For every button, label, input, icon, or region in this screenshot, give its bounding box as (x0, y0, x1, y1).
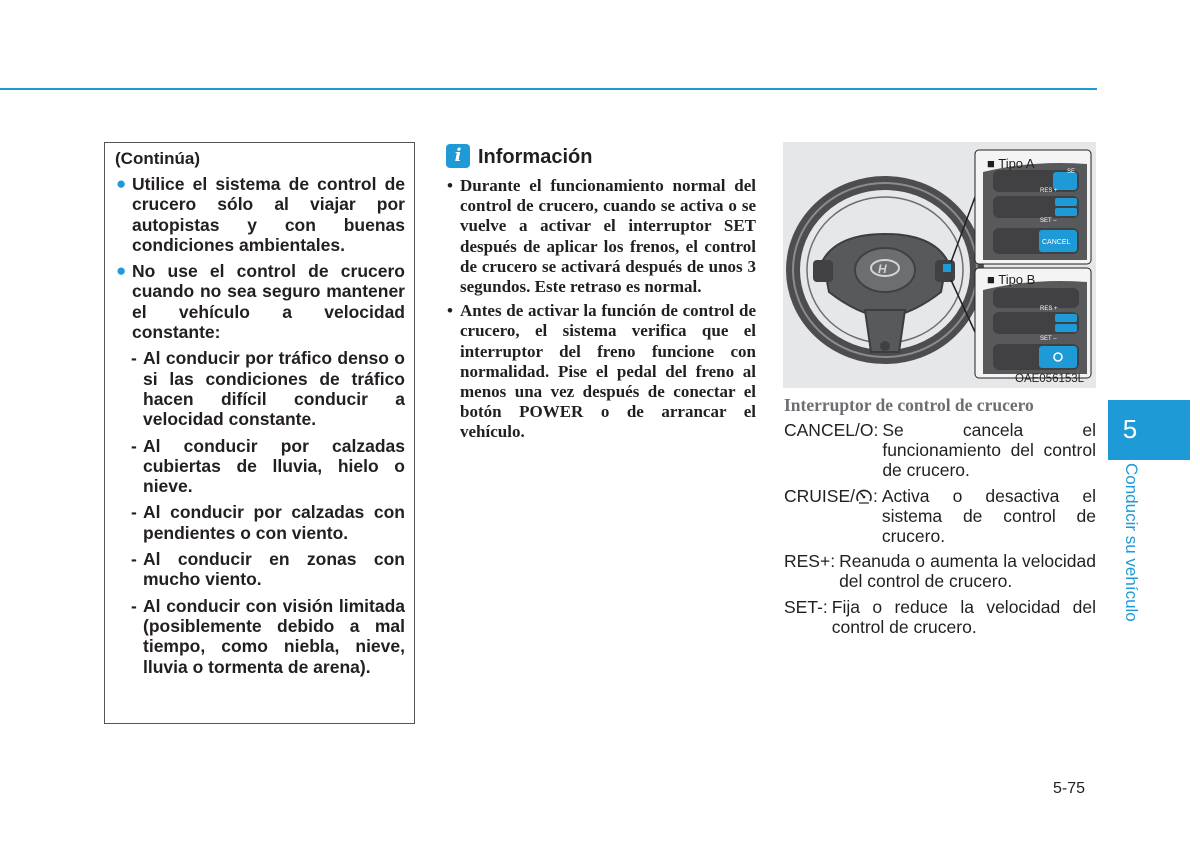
res-button-label-b: RES + (1040, 306, 1058, 312)
info-icon: i (446, 144, 470, 168)
res-button-label: RES + (1040, 188, 1058, 194)
figure-caption: Interruptor de control de crucero (784, 395, 1034, 415)
warning-sub-item: - Al conducir por calzadas con pendientes o con viento. (131, 502, 405, 543)
figure-code: OAE056153L (1015, 373, 1085, 385)
definition-desc: Fija o reduce la velocidad del control de crucero. (831, 596, 1096, 637)
info-title: Información (478, 146, 593, 168)
definition-term: RES+: (784, 551, 836, 572)
definition-item (784, 420, 1096, 481)
info-bullet: • Antes de activar la función de control de crucero, el sistema verifica que el interruptor del freno funcione con normalidad. Pise el pedal del freno al menos una vez después de conectar el botón POWER o de arrancar el vehículo. (447, 301, 756, 442)
definition-term: SET-: (784, 596, 828, 617)
type-b-label: ■ Tipo B (987, 272, 1036, 287)
page-number: 5-75 (1053, 780, 1086, 797)
warning-sub-item: - Al conducir con visión limitada (posiblemente debido a mal tiempo, como niebla, nieve, lluvia o tormenta de arena). (131, 595, 405, 677)
definition-term: CANCEL/O: (784, 420, 879, 440)
steering-wheel-figure (783, 142, 1096, 388)
definition-desc: Reanuda o aumenta la velocidad del control de crucero. (839, 551, 1096, 592)
definition-term: CRUISE/ : (784, 485, 878, 506)
definition-desc: Se cancela el funcionamiento del control de crucero. (882, 420, 1096, 481)
steering-wheel-illustration (783, 142, 1096, 388)
warning-bullet: ● Utilice el sistema de control de crucero sólo al viajar por autopistas y con buenas condiciones ambientales. (116, 174, 405, 255)
cancel-button-label: CANCEL (1042, 239, 1071, 246)
warning-sub-item: - Al conducir por tráfico denso o si las condiciones de tráfico hacen difícil conducir a velocidad constante. (131, 348, 405, 430)
header-rule (0, 88, 1097, 90)
warning-continued-title: (Continúa) (115, 149, 200, 168)
definition-desc: Activa o desactiva el sistema de control de crucero. (881, 485, 1096, 547)
chapter-tab (1108, 400, 1190, 460)
type-a-label: ■ Tipo A (987, 156, 1035, 171)
set-button-label: SET – (1040, 218, 1057, 224)
warning-sub-item: - Al conducir por calzadas cubiertas de lluvia, hielo o nieve. (131, 435, 405, 497)
warning-box (104, 142, 415, 724)
chapter-number: 5 (1122, 414, 1138, 444)
info-body (446, 176, 756, 447)
warning-bullet: ● No use el control de crucero cuando no sea seguro mantener el vehículo a velocidad constante: (116, 261, 405, 343)
definition-list (784, 420, 1096, 642)
svg-text:H: H (878, 262, 887, 276)
cruise-control-icon (855, 487, 873, 505)
definition-item (784, 551, 1096, 591)
warning-sub-item: - Al conducir en zonas con mucho viento. (131, 549, 405, 590)
se-button-label: SE (1067, 169, 1076, 175)
set-button-label-b: SET – (1040, 336, 1057, 342)
info-bullet: • Durante el funcionamiento normal del control de crucero, cuando se activa o se vuelve a activar el interruptor SET después de aplicar los frenos, el control de crucero se activará después de unos 3 segundos. Este retraso es normal. (447, 176, 756, 297)
definition-item (784, 597, 1096, 637)
definition-item (784, 486, 1096, 547)
chapter-title: Conducir su vehículo (1122, 463, 1141, 622)
